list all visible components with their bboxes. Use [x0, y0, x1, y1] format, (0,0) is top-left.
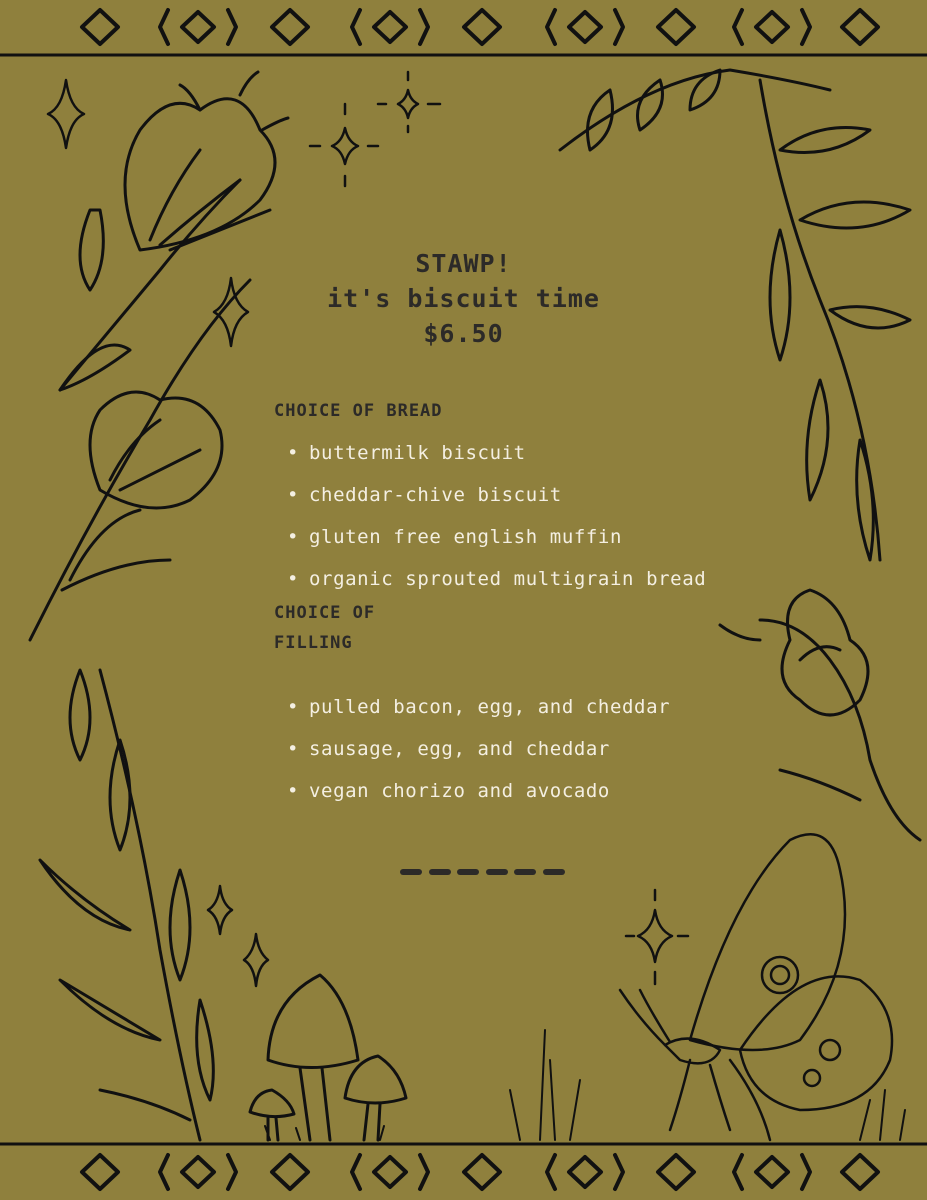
divider — [400, 869, 565, 879]
filling-list — [287, 686, 670, 812]
flower-top-left — [30, 72, 288, 640]
mushroom-icon — [250, 975, 406, 1140]
leaves-bottom-left — [40, 670, 213, 1140]
list-item: • gluten free english muffin — [287, 516, 706, 558]
list-item: • pulled bacon, egg, and cheddar — [287, 686, 670, 728]
diamond-pattern-icon — [82, 10, 878, 44]
diamond-pattern-icon — [82, 1155, 878, 1189]
list-item: • organic sprouted multigrain bread — [287, 558, 706, 600]
menu-title — [0, 246, 927, 351]
filling-section-label: CHOICE OF FILLING — [274, 603, 376, 653]
list-item: • buttermilk biscuit — [287, 432, 706, 474]
title-line-2: it's biscuit time — [327, 284, 600, 313]
price: $6.50 — [423, 319, 504, 348]
title-line-1: STAWP! — [415, 249, 512, 278]
list-item: • vegan chorizo and avocado — [287, 770, 670, 812]
flower-right — [720, 590, 920, 840]
bread-list — [287, 432, 706, 600]
list-item: • sausage, egg, and cheddar — [287, 728, 670, 770]
bread-section-label: CHOICE OF BREAD — [274, 401, 443, 421]
list-item: • cheddar-chive biscuit — [287, 474, 706, 516]
butterfly-icon — [620, 834, 892, 1140]
